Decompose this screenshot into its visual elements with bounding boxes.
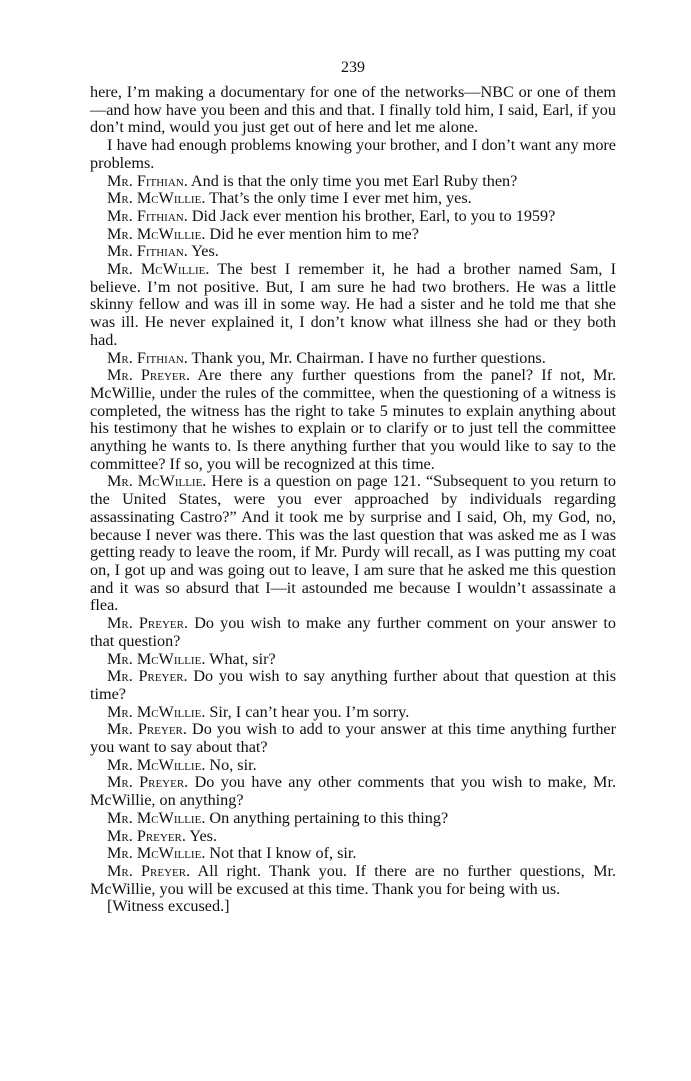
transcript-paragraph <box>90 137 616 172</box>
paragraph-text: Are there any further questions from the panel? If not, Mr. McWillie, under the rules of the committee, when the questioning of a witness is completed, the witness has the right to take 5 minutes to explain anything about his testimony that he wishes to explain or to clarify or to just tell the committee anything he wants to. Is there anything further that you would like to say to the committee? If so, you will be recognized at this time. <box>90 366 616 473</box>
transcript-paragraph <box>90 226 616 244</box>
speaker-name: Mr. Preyer. <box>107 720 187 739</box>
transcript-paragraph <box>90 367 616 473</box>
speaker-name: Mr. Preyer. <box>107 614 189 633</box>
speaker-name: Mr. McWillie. <box>107 260 210 279</box>
paragraph-text: That’s the only time I ever met him, yes. <box>209 189 472 208</box>
transcript-paragraph <box>90 651 616 669</box>
transcript-paragraph <box>90 704 616 722</box>
paragraph-text: here, I’m making a documentary for one of the networks—NBC or one of them—and how have you been and this and that. I finally told him, I said, Earl, if you don’t mind, would you just get out of here and let me alone. <box>90 83 616 137</box>
transcript-paragraph <box>90 190 616 208</box>
transcript-paragraph <box>90 898 616 916</box>
speaker-name: Mr. Fithian. <box>107 171 188 190</box>
paragraph-text: Do you wish to add to your answer at this time anything further you want to say about that? <box>90 720 616 757</box>
paragraph-text: Sir, I can’t hear you. I’m sorry. <box>209 702 410 721</box>
speaker-name: Mr. McWillie. <box>107 844 206 863</box>
transcript-paragraph <box>90 774 616 809</box>
speaker-name: Mr. Preyer. <box>107 667 188 686</box>
paragraph-text: The best I remember it, he had a brother named Sam, I believe. I’m not positive. But, I am sure he had two brothers. He was a little skinny fellow and was ill in some way. He had a sister and he told me that she was ill. He never explained it, I don’t know what illness she had or they both had. <box>90 260 616 349</box>
document-page <box>90 58 616 916</box>
transcript-paragraph <box>90 243 616 261</box>
transcript-paragraph <box>90 668 616 703</box>
transcript-paragraph <box>90 863 616 898</box>
transcript-paragraph <box>90 208 616 226</box>
transcript-paragraph <box>90 721 616 756</box>
speaker-name: Mr. McWillie. <box>107 224 206 243</box>
transcript-paragraph <box>90 173 616 191</box>
transcript-paragraph <box>90 615 616 650</box>
paragraph-text: Did Jack ever mention his brother, Earl, to you to 1959? <box>191 206 556 225</box>
paragraph-text: Do you have any other comments that you wish to make, Mr. McWillie, on anything? <box>90 773 616 810</box>
paragraph-text: Here is a question on page 121. “Subsequent to you return to the United States, were you ever approached by individuals regarding assassinating Castro?” And it took me by surprise and I said, Oh, my God, no, because I never was there. This was the last question that was asked me as I was getting ready to leave the room, if Mr. Purdy will recall, as I was putting my coat on, I got up and was going out to leave, I am sure that he asked me this question and it was so absurd that I—it astounded me because I wouldn’t assassinate a flea. <box>90 472 617 615</box>
paragraph-text: And is that the only time you met Earl Ruby then? <box>190 171 518 190</box>
paragraph-text: Yes. <box>189 826 217 845</box>
transcript-paragraph <box>90 828 616 846</box>
speaker-name: Mr. Preyer. <box>107 861 191 880</box>
speaker-name: Mr. Preyer. <box>107 366 191 385</box>
paragraph-text: I have had enough problems knowing your brother, and I don’t want any more problems. <box>90 136 616 172</box>
transcript-body <box>90 84 616 916</box>
transcript-paragraph <box>90 84 616 137</box>
speaker-name: Mr. McWillie. <box>107 702 206 721</box>
transcript-paragraph <box>90 757 616 775</box>
speaker-name: Mr. Preyer. <box>107 773 189 792</box>
page-number: 239 <box>341 59 365 76</box>
speaker-name: Mr. McWillie. <box>107 755 206 774</box>
paragraph-text: Not that I know of, sir. <box>209 844 357 863</box>
paragraph-text: [Witness excused.] <box>107 897 230 916</box>
speaker-name: Mr. McWillie. <box>107 808 206 827</box>
speaker-name: Mr. McWillie. <box>107 189 206 208</box>
speaker-name: Mr. Preyer. <box>107 826 186 845</box>
transcript-paragraph <box>90 261 616 350</box>
speaker-name: Mr. McWillie. <box>107 472 207 491</box>
transcript-paragraph <box>90 845 616 863</box>
paragraph-text: No, sir. <box>209 755 257 774</box>
paragraph-text: Yes. <box>191 242 219 261</box>
speaker-name: Mr. Fithian. <box>107 348 188 367</box>
paragraph-text: Did he ever mention him to me? <box>209 224 419 243</box>
transcript-paragraph <box>90 810 616 828</box>
transcript-paragraph <box>90 350 616 368</box>
transcript-paragraph <box>90 473 616 615</box>
paragraph-text: Do you wish to make any further comment on your answer to that question? <box>90 614 616 650</box>
speaker-name: Mr. Fithian. <box>107 206 188 225</box>
speaker-name: Mr. McWillie. <box>107 649 206 668</box>
paragraph-text: Do you wish to say anything further about that question at this time? <box>90 667 616 703</box>
paragraph-text: Thank you, Mr. Chairman. I have no further questions. <box>191 348 546 367</box>
speaker-name: Mr. Fithian. <box>107 242 188 261</box>
paragraph-text: All right. Thank you. If there are no further questions, Mr. McWillie, you will be excused at this time. Thank you for being with us. <box>90 861 617 898</box>
paragraph-text: On anything pertaining to this thing? <box>209 808 449 827</box>
paragraph-text: What, sir? <box>209 649 276 668</box>
